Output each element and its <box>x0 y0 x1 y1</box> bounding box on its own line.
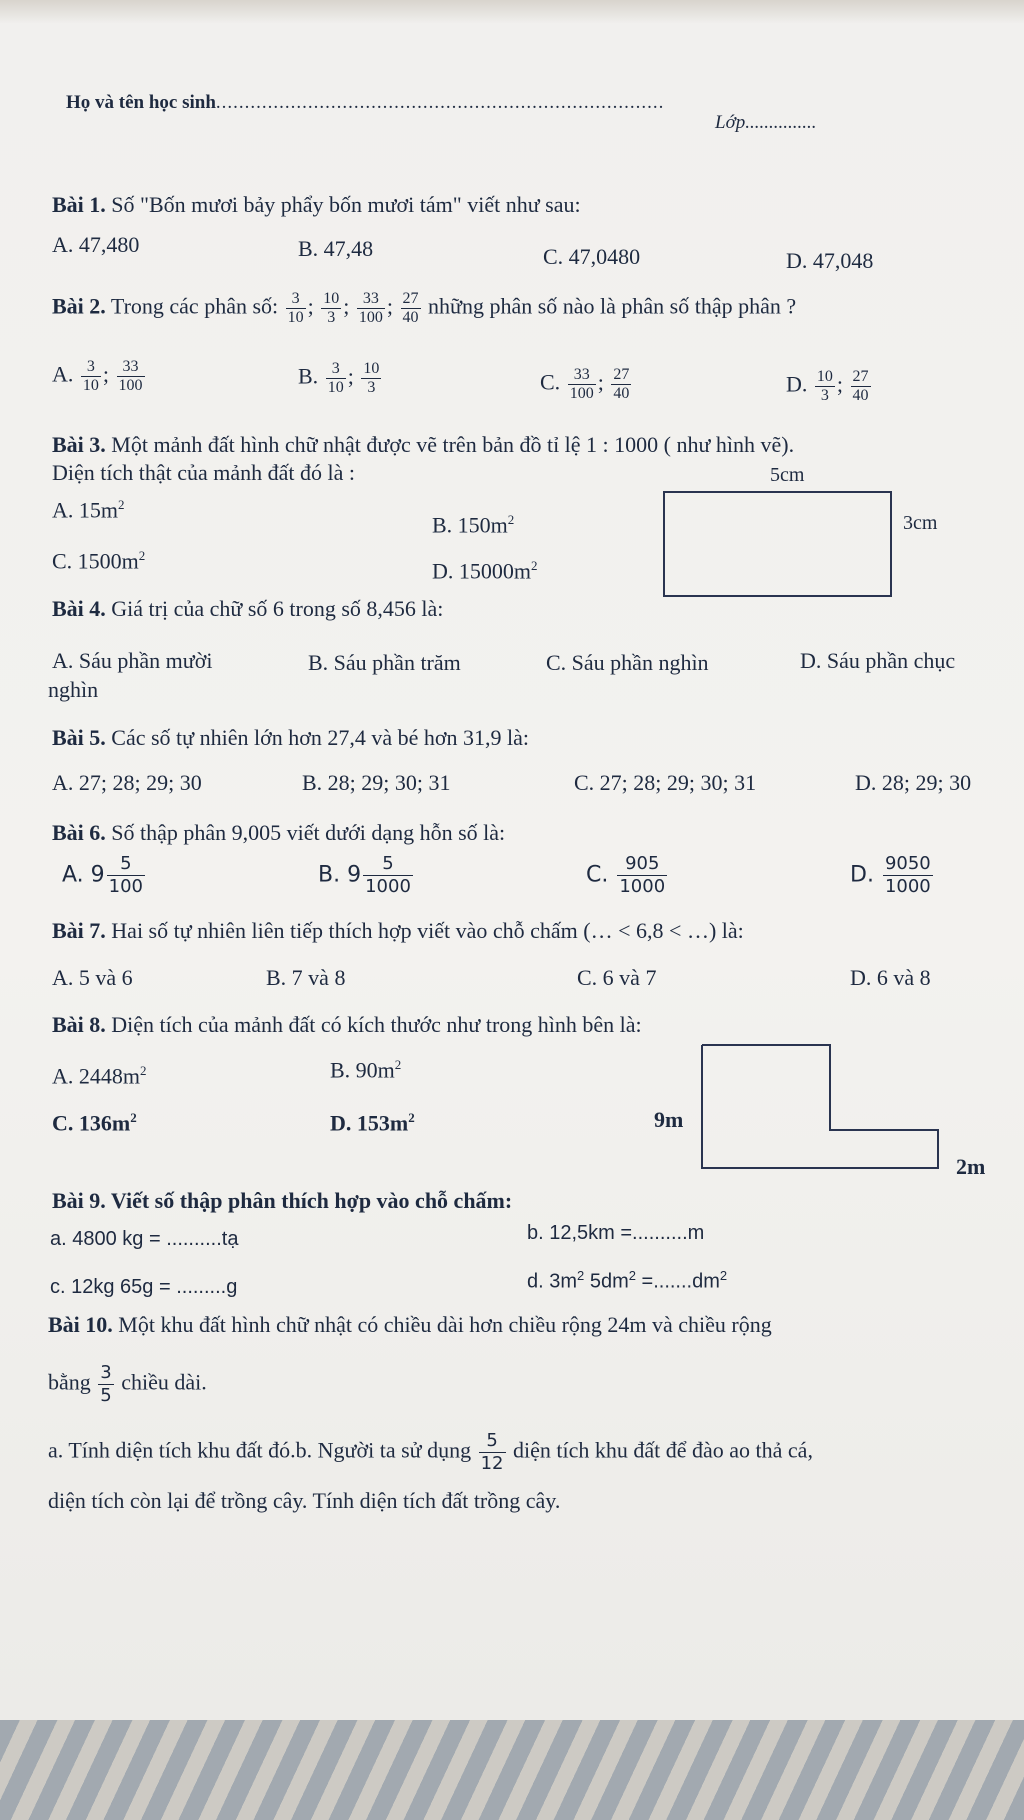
q2-prompt: Bài 2. Trong các phân số: $\frac{3}{10}$ ; $\frac{10}{3}$ ; $\frac{33}{100}$ ; $\frac{27}{40}$ những phân số nào là phân số thập phân ? <box>52 290 797 326</box>
q5-option-d: D. 28; 29; 30 <box>855 770 972 795</box>
q5-option-a: A. 27; 28; 29; 30 <box>52 770 202 795</box>
q2-option-b: B. $\frac{3}{10}$ ; $\frac{10}{3}$ <box>298 360 380 396</box>
q8-option-a: A. $2448m^2$ <box>52 1063 147 1089</box>
q3-option-a: A. $15m^2$ <box>52 497 125 523</box>
q3-prompt: Bài 3. Một mảnh đất hình chữ nhật được vẽ trên bản đồ tỉ lệ 1 : 1000 ( như hình vẽ). <box>52 432 795 457</box>
q8-option-c: C. $136m^2$ <box>52 1110 137 1136</box>
q6-prompt: Bài 6. Số thập phân 9,005 viết dưới dạng hỗn số là: <box>52 820 506 845</box>
q4-option-a: A. Sáu phần mười <box>52 648 213 673</box>
q6-option-c: C. $\frac{905}{1000}$ <box>586 853 666 897</box>
class-label: Lớp............... <box>715 112 817 133</box>
q6-option-a: A. 9 $\frac{5}{100}$ <box>62 853 144 897</box>
q6-option-d: D. $\frac{9050}{1000}$ <box>850 853 931 897</box>
q10-part-a: a. Tính diện tích khu đất đó.b. Người ta sử dụng $\frac{5}{12}$ diện tích khu đất để đào ao thả cá, <box>48 1430 813 1474</box>
q10-part-b: diện tích còn lại để trồng cây. Tính diện tích đất trồng cây. <box>48 1488 561 1513</box>
q1-option-b: B. 47,48 <box>298 236 374 261</box>
q2-option-c: C. $\frac{33}{100}$ ; $\frac{27}{40}$ <box>540 366 630 402</box>
q4-option-d: D. Sáu phần chục <box>800 648 956 673</box>
q9-item-d: d. $3m^2$ $5dm^2 =.......dm^2$ <box>527 1268 728 1293</box>
q2-option-a: A. $\frac{3}{10}$ ; $\frac{33}{100}$ <box>52 358 143 394</box>
q3-rectangle-figure <box>663 491 892 597</box>
q1-prompt: Bài 1. Số "Bốn mươi bảy phẩy bốn mươi tám" viết như sau: <box>52 192 581 217</box>
q1-option-a: A. 47,480 <box>52 232 140 257</box>
paper-top-shadow <box>0 0 1024 24</box>
q8-width-label: 2m <box>956 1154 986 1179</box>
q9-item-c: c. 12kg 65g = .........g <box>50 1276 238 1298</box>
q7-option-d: D. 6 và 8 <box>850 965 931 990</box>
q9-item-a: a. 4800 kg = ..........tạ <box>50 1228 239 1250</box>
q8-prompt: Bài 8. Diện tích của mảnh đất có kích thước như trong hình bên là: <box>52 1012 642 1037</box>
q1-option-c: C. 47,0480 <box>543 244 641 269</box>
q7-prompt: Bài 7. Hai số tự nhiên liên tiếp thích hợp viết vào chỗ chấm (… < 6,8 < …) là: <box>52 918 744 943</box>
q4-option-b: B. Sáu phần trăm <box>308 650 461 675</box>
q1-option-d: D. 47,048 <box>786 248 874 273</box>
q8-option-d: D. $153m^2$ <box>330 1110 415 1136</box>
q3-option-b: B. $150m^2$ <box>432 512 515 538</box>
q6-option-b: B. 9 $\frac{5}{1000}$ <box>318 853 411 897</box>
q5-option-c: C. 27; 28; 29; 30; 31 <box>574 770 757 795</box>
q5-prompt: Bài 5. Các số tự nhiên lớn hơn 27,4 và bé hơn 31,9 là: <box>52 725 530 750</box>
q7-option-a: A. 5 và 6 <box>52 965 133 990</box>
q3-prompt-line2: Diện tích thật của mảnh đất đó là : <box>52 460 356 485</box>
q3-width-label: 3cm <box>903 512 938 534</box>
q8-height-label: 9m <box>654 1107 684 1132</box>
q7-option-c: C. 6 và 7 <box>577 965 657 990</box>
q4-option-d-cont: nghìn <box>48 677 99 702</box>
q9-prompt: Bài 9. Viết số thập phân thích hợp vào chỗ chấm: <box>52 1188 513 1213</box>
q10-prompt: Bài 10. Một khu đất hình chữ nhật có chiều dài hơn chiều rộng 24m và chiều rộng <box>48 1312 772 1337</box>
q8-l-shape-figure <box>700 1040 960 1170</box>
student-name-label: Họ và tên học sinh.............................................................................. <box>66 92 665 113</box>
q4-option-c: C. Sáu phần nghìn <box>546 650 709 675</box>
q5-option-b: B. 28; 29; 30; 31 <box>302 770 451 795</box>
q4-prompt: Bài 4. Giá trị của chữ số 6 trong số 8,456 là: <box>52 596 444 621</box>
q3-length-label: 5cm <box>770 464 805 486</box>
q3-option-c: C. $1500m^2$ <box>52 548 146 574</box>
q3-option-d: D. $15000m^2$ <box>432 558 538 584</box>
tablecloth-background <box>0 1720 1024 1820</box>
q8-option-b: B. $90m^2$ <box>330 1057 402 1083</box>
q2-option-d: D. $\frac{10}{3}$ ; $\frac{27}{40}$ <box>786 368 869 404</box>
q7-option-b: B. 7 và 8 <box>266 965 346 990</box>
q9-item-b: b. 12,5km =..........m <box>527 1222 705 1244</box>
q10-prompt-line2: bằng $\frac{3}{5}$ chiều dài. <box>48 1362 207 1406</box>
